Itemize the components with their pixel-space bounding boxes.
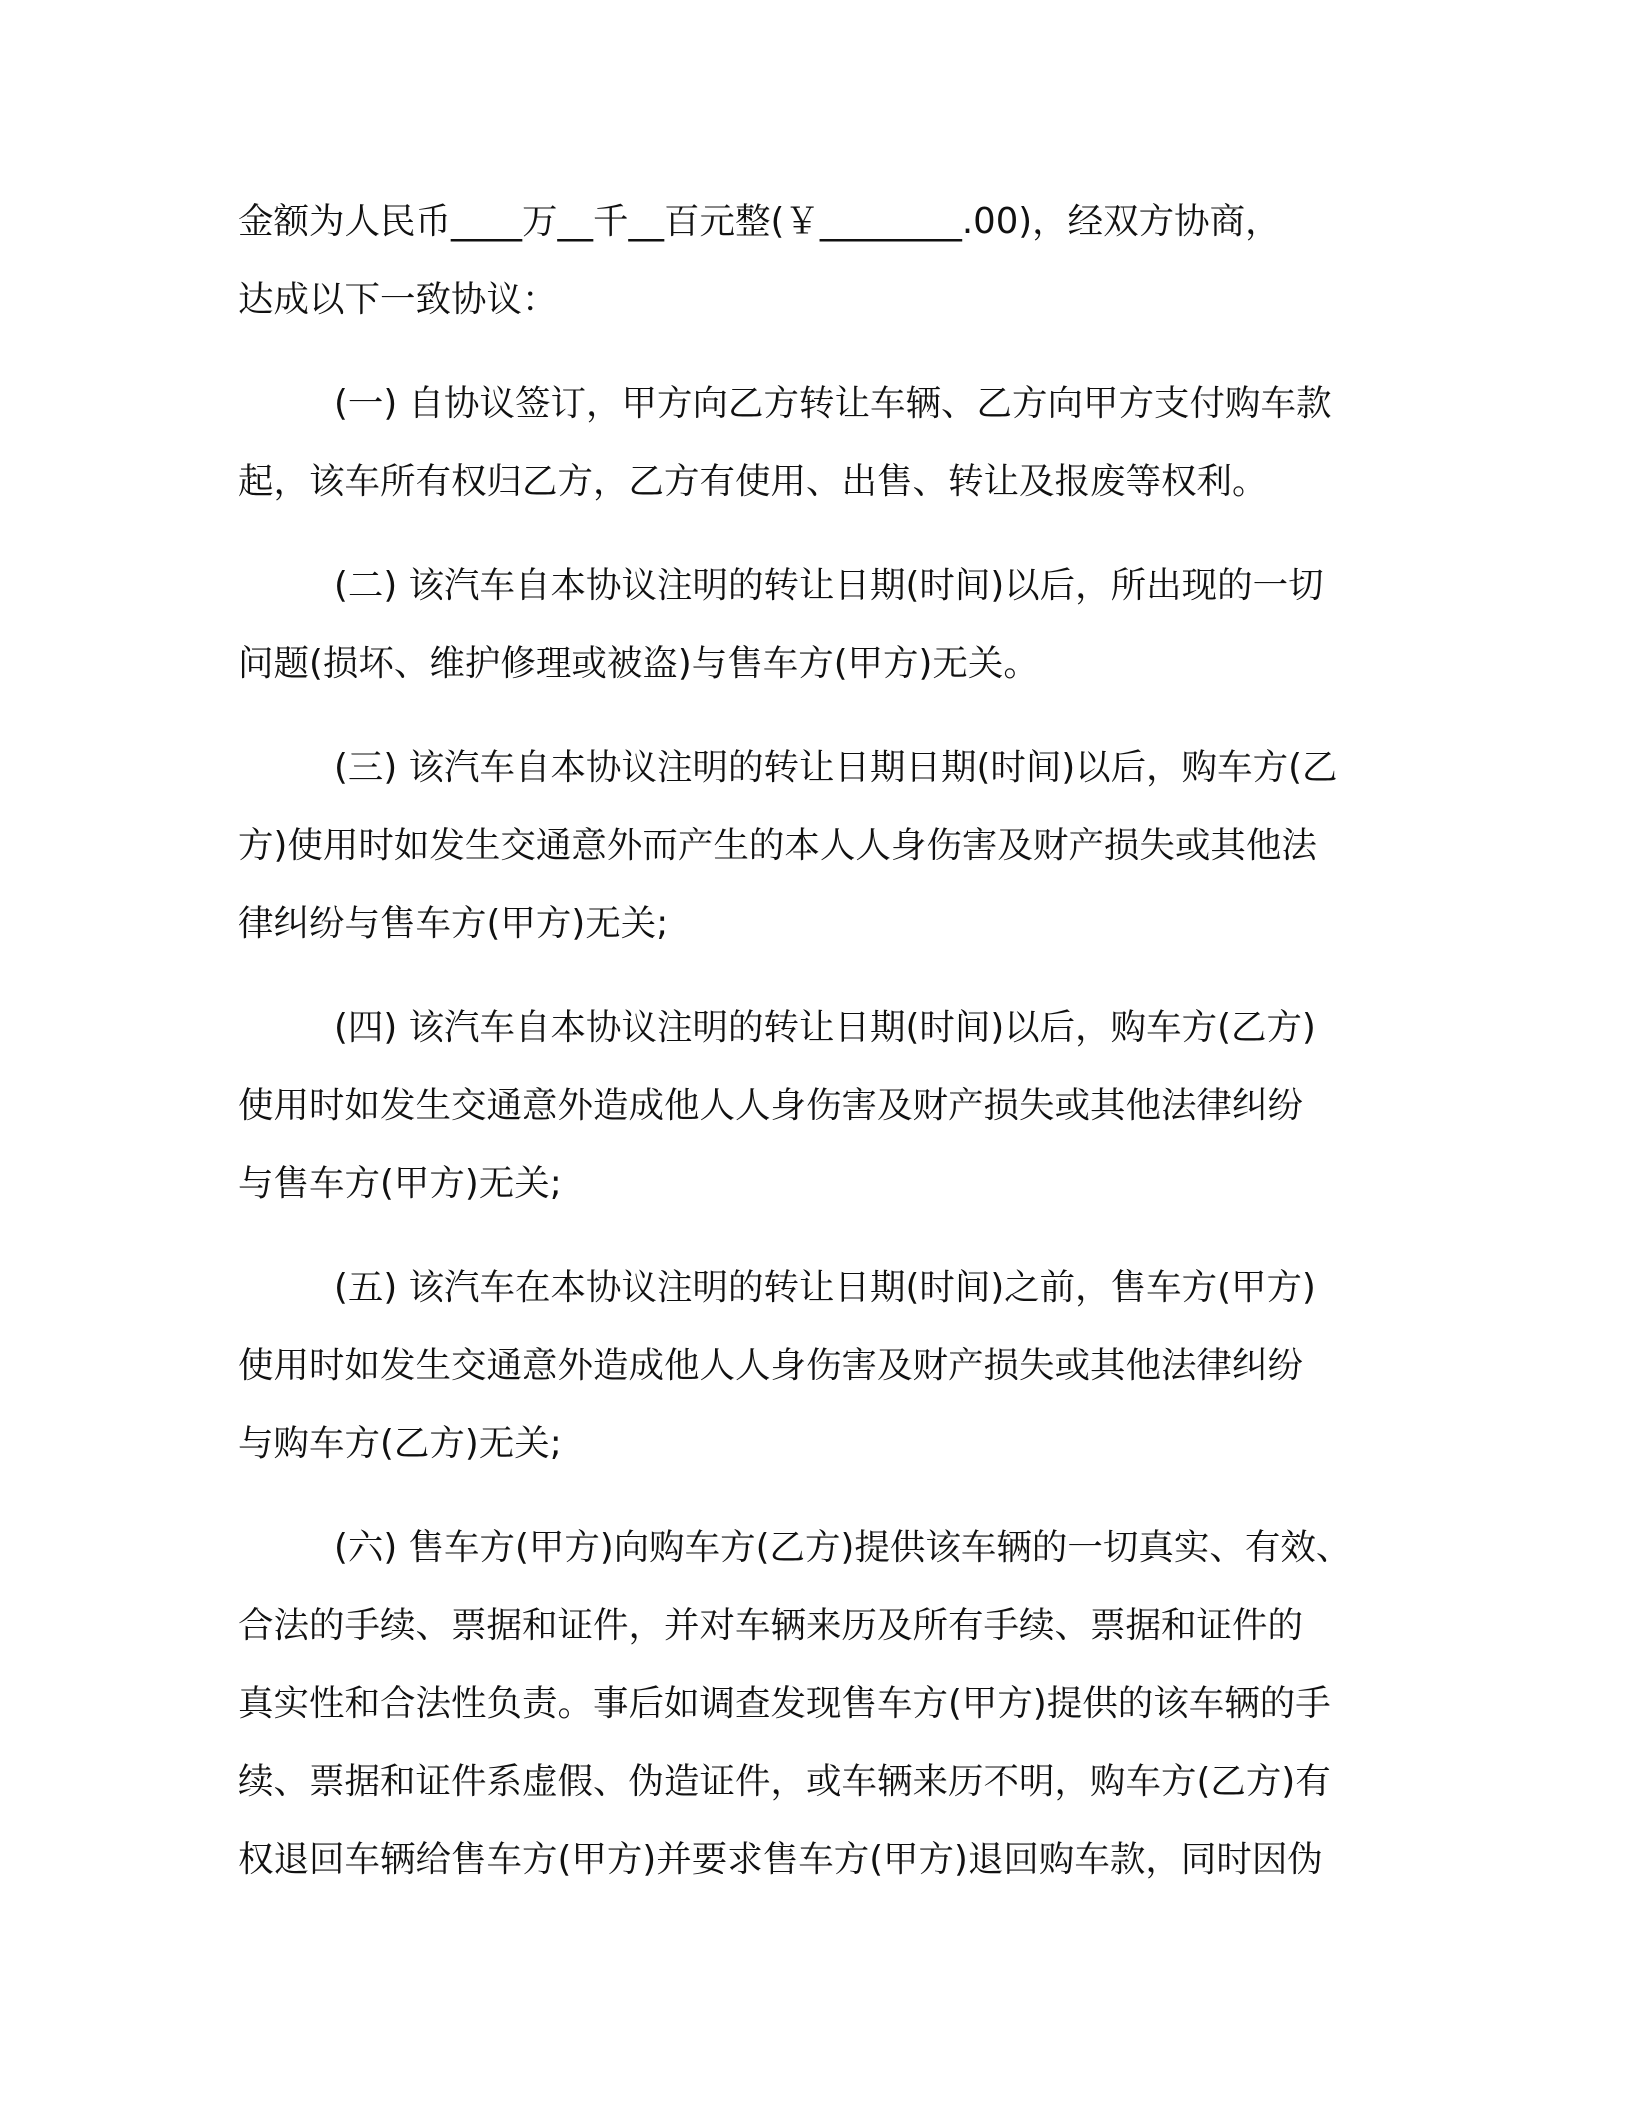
text-line: (一) 自协议签订，甲方向乙方转让车辆、乙方向甲方支付购车款 bbox=[334, 383, 1332, 424]
text-line: 权退回车辆给售车方(甲方)并要求售车方(甲方)退回购车款，同时因伪 bbox=[238, 1839, 1323, 1880]
document-body bbox=[238, 183, 1388, 1899]
text-line: 续、票据和证件系虚假、伪造证件，或车辆来历不明，购车方(乙方)有 bbox=[238, 1761, 1331, 1802]
text-line: (四) 该汽车自本协议注明的转让日期(时间)以后，购车方(乙方) bbox=[334, 1007, 1316, 1048]
text-line: 真实性和合法性负责。事后如调查发现售车方(甲方)提供的该车辆的手 bbox=[238, 1683, 1331, 1724]
clause-3 bbox=[238, 729, 1388, 963]
text-line: (六) 售车方(甲方)向购车方(乙方)提供该车辆的一切真实、有效、 bbox=[334, 1527, 1352, 1568]
clause-6 bbox=[238, 1509, 1388, 1899]
text-line: 合法的手续、票据和证件，并对车辆来历及所有手续、票据和证件的 bbox=[238, 1605, 1304, 1646]
text-line: 问题(损坏、维护修理或被盗)与售车方(甲方)无关。 bbox=[238, 643, 1039, 684]
clause-2 bbox=[238, 547, 1388, 703]
text-line: 起，该车所有权归乙方，乙方有使用、出售、转让及报废等权利。 bbox=[238, 461, 1268, 502]
text-line: 方)使用时如发生交通意外而产生的本人人身伤害及财产损失或其他法 bbox=[238, 825, 1317, 866]
text-line: (三) 该汽车自本协议注明的转让日期日期(时间)以后，购车方(乙 bbox=[334, 747, 1338, 788]
text-line: 与售车方(甲方)无关; bbox=[238, 1163, 562, 1204]
clause-1 bbox=[238, 365, 1388, 521]
text-line: 律纠纷与售车方(甲方)无关; bbox=[238, 903, 669, 944]
text-line: (二) 该汽车自本协议注明的转让日期(时间)以后，所出现的一切 bbox=[334, 565, 1324, 606]
text-line: 使用时如发生交通意外造成他人人身伤害及财产损失或其他法律纠纷 bbox=[238, 1345, 1304, 1386]
clause-4 bbox=[238, 989, 1388, 1223]
text-line: 与购车方(乙方)无关; bbox=[238, 1423, 562, 1464]
text-line: 使用时如发生交通意外造成他人人身伤害及财产损失或其他法律纠纷 bbox=[238, 1085, 1304, 1126]
text-line: (五) 该汽车在本协议注明的转让日期(时间)之前，售车方(甲方) bbox=[334, 1267, 1316, 1308]
intro-paragraph bbox=[238, 183, 1388, 339]
text-line: 金额为人民币____万__千__百元整(￥________.00)，经双方协商， bbox=[238, 201, 1281, 242]
text-line: 达成以下一致协议： bbox=[238, 279, 558, 320]
clause-5 bbox=[238, 1249, 1388, 1483]
